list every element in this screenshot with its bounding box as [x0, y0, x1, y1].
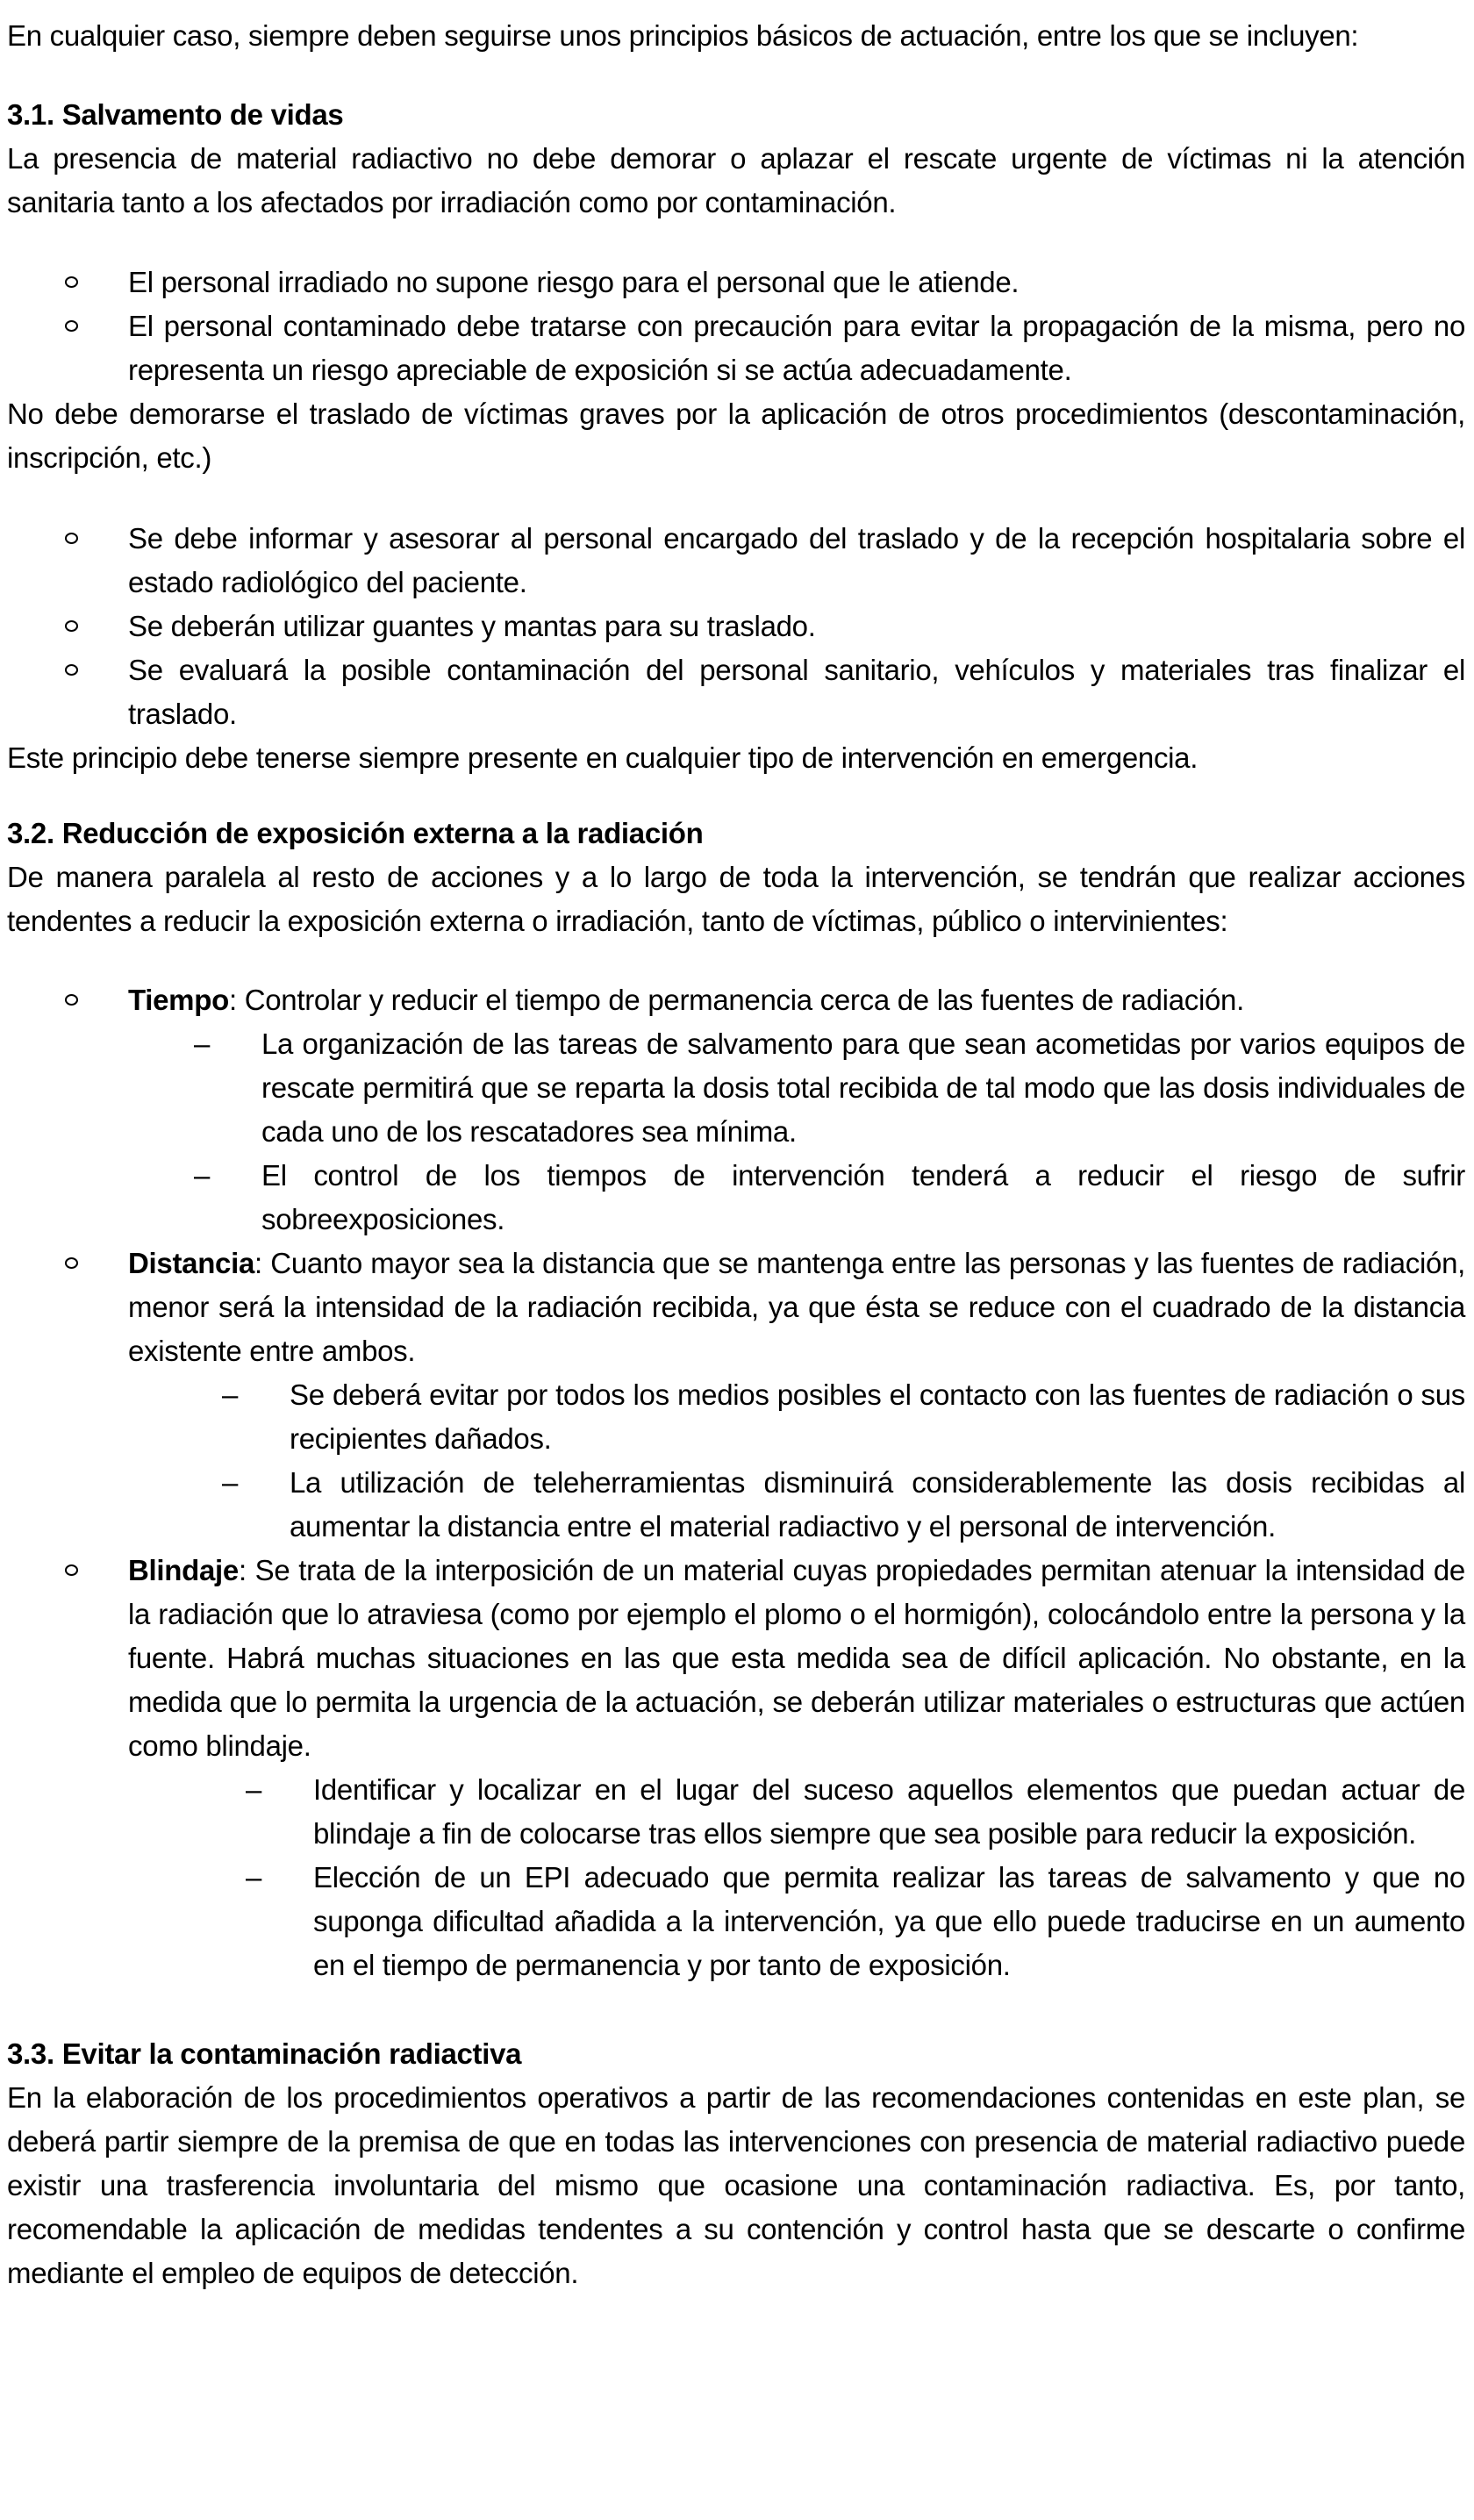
list-item-lead: Distancia: [128, 1247, 255, 1279]
list-item-lead: Blindaje: [128, 1554, 239, 1586]
list-item-text: El personal irradiado no supone riesgo para el personal que le atiende.: [128, 266, 1020, 298]
list-item-text: : Cuanto mayor sea la distancia que se mantenga entre las personas y las fuentes de radiación, menor será la intensidad de la radiación recibida, ya que ésta se reduce con el cuadrado de la distancia existente entre ambos.: [128, 1247, 1465, 1367]
sub-list-item: [222, 1461, 1465, 1549]
list-item-text: Se debe informar y asesorar al personal encargado del traslado y de la recepción hospitalaria sobre el estado radiológico del paciente.: [128, 522, 1465, 598]
dash-bullet-icon: –: [246, 1773, 262, 1806]
list-item-text: Se deberán utilizar guantes y mantas para su traslado.: [128, 610, 816, 642]
dash-bullet-icon: –: [194, 1159, 211, 1192]
sub-bullet-list: [128, 1768, 1465, 1987]
circle-bullet-icon: [65, 1257, 78, 1269]
dash-bullet-icon: –: [222, 1378, 239, 1411]
circle-bullet-icon: [65, 994, 78, 1006]
intro-paragraph: En cualquier caso, siempre deben seguirse unos principios básicos de actuación, entre los que se incluyen:: [7, 19, 1359, 52]
list-item-tiempo: [7, 978, 1465, 1242]
sub-list-item: [246, 1768, 1465, 1856]
sub-list-item: [194, 1022, 1465, 1154]
sub-list-item-text: Elección de un EPI adecuado que permita realizar las tareas de salvamento y que no suponga dificultad añadida a la intervención, ya que ello puede traducirse en un aumento en el tiempo de permanencia y por tanto de exposición.: [313, 1861, 1465, 1981]
sub-list-item: [246, 1856, 1465, 1987]
dash-bullet-icon: –: [246, 1861, 262, 1894]
circle-bullet-icon: [65, 664, 78, 676]
section-3-2: [7, 812, 1465, 1987]
circle-bullet-icon: [65, 620, 78, 632]
section-3-3-heading: 3.3. Evitar la contaminación radiactiva: [7, 2037, 522, 2070]
list-item-text: Se evaluará la posible contaminación del personal sanitario, vehículos y materiales tras finalizar el traslado.: [128, 654, 1465, 730]
list-item: [7, 517, 1465, 605]
section-3-1-heading: 3.1. Salvamento de vidas: [7, 98, 344, 131]
sub-list-item-text: La organización de las tareas de salvamento para que sean acometidas por varios equipos de rescate permitirá que se reparta la dosis total recibida de tal modo que las dosis individuales de cada uno de los rescatadores sea mínima.: [261, 1027, 1465, 1148]
sub-list-item: [222, 1373, 1465, 1461]
section-3-2-heading: 3.2. Reducción de exposición externa a la radiación: [7, 817, 704, 849]
list-item-blindaje: [7, 1549, 1465, 1987]
list-item-text: El personal contaminado debe tratarse con precaución para evitar la propagación de la misma, pero no representa un riesgo apreciable de exposición si se actúa adecuadamente.: [128, 310, 1465, 386]
section-3-1-paragraph-1: La presencia de material radiactivo no debe demorar o aplazar el rescate urgente de víctimas ni la atención sanitaria tanto a los afectados por irradiación como por contaminación.: [7, 142, 1465, 218]
list-item-distancia: [7, 1242, 1465, 1549]
bullet-list: [7, 978, 1465, 1987]
section-3-1: [7, 93, 1465, 780]
sub-list-item-text: Identificar y localizar en el lugar del suceso aquellos elementos que puedan actuar de blindaje a fin de colocarse tras ellos siempre que sea posible para reducir la exposición.: [313, 1773, 1465, 1850]
sub-list-item-text: El control de los tiempos de intervención tenderá a reducir el riesgo de sufrir sobreexposiciones.: [261, 1159, 1465, 1235]
bullet-list: [7, 261, 1465, 392]
section-3-3: [7, 2032, 1465, 2295]
bullet-list: [7, 517, 1465, 736]
list-item-lead: Tiempo: [128, 984, 229, 1016]
sub-list-item-text: Se deberá evitar por todos los medios posibles el contacto con las fuentes de radiación o sus recipientes dañados.: [290, 1378, 1465, 1455]
circle-bullet-icon: [65, 320, 78, 332]
circle-bullet-icon: [65, 276, 78, 288]
section-3-3-paragraph-1: En la elaboración de los procedimientos operativos a partir de las recomendaciones contenidas en este plan, se deberá partir siempre de la premisa de que en todas las intervenciones con presencia de material radiactivo puede existir una trasferencia involuntaria del mismo que ocasione una contaminación radiactiva. Es, por tanto, recomendable la aplicación de medidas tendentes a su contención y control hasta que se descarte o confirme mediante el empleo de equipos de detección.: [7, 2081, 1465, 2289]
section-3-2-paragraph-1: De manera paralela al resto de acciones y a lo largo de toda la intervención, se tendrán que realizar acciones tendentes a reducir la exposición externa o irradiación, tanto de víctimas, público o intervinientes:: [7, 861, 1465, 937]
sub-bullet-list: [128, 1373, 1465, 1549]
sub-list-item-text: La utilización de teleherramientas disminuirá considerablemente las dosis recibidas al aumentar la distancia entre el material radiactivo y el personal de intervención.: [290, 1466, 1465, 1543]
list-item-text: : Se trata de la interposición de un material cuyas propiedades permitan atenuar la intensidad de la radiación que lo atraviesa (como por ejemplo el plomo o el hormigón), colocándolo entre la persona y la fuente. Habrá muchas situaciones en las que esta medida sea de difícil aplicación. No obstante, en la medida que lo permita la urgencia de la actuación, se deberán utilizar materiales o estructuras que actúen como blindaje.: [128, 1554, 1465, 1762]
section-3-1-paragraph-3: Este principio debe tenerse siempre presente en cualquier tipo de intervención en emergencia.: [7, 741, 1199, 774]
sub-bullet-list: [128, 1022, 1465, 1242]
sub-list-item: [194, 1154, 1465, 1242]
circle-bullet-icon: [65, 1564, 78, 1576]
list-item: [7, 648, 1465, 736]
section-3-1-paragraph-2: No debe demorarse el traslado de víctimas graves por la aplicación de otros procedimientos (descontaminación, inscripción, etc.): [7, 397, 1465, 474]
circle-bullet-icon: [65, 533, 78, 544]
dash-bullet-icon: –: [222, 1466, 239, 1499]
list-item: [7, 261, 1465, 304]
dash-bullet-icon: –: [194, 1027, 211, 1060]
list-item: [7, 605, 1465, 648]
list-item: [7, 304, 1465, 392]
list-item-text: : Controlar y reducir el tiempo de permanencia cerca de las fuentes de radiación.: [228, 984, 1244, 1016]
